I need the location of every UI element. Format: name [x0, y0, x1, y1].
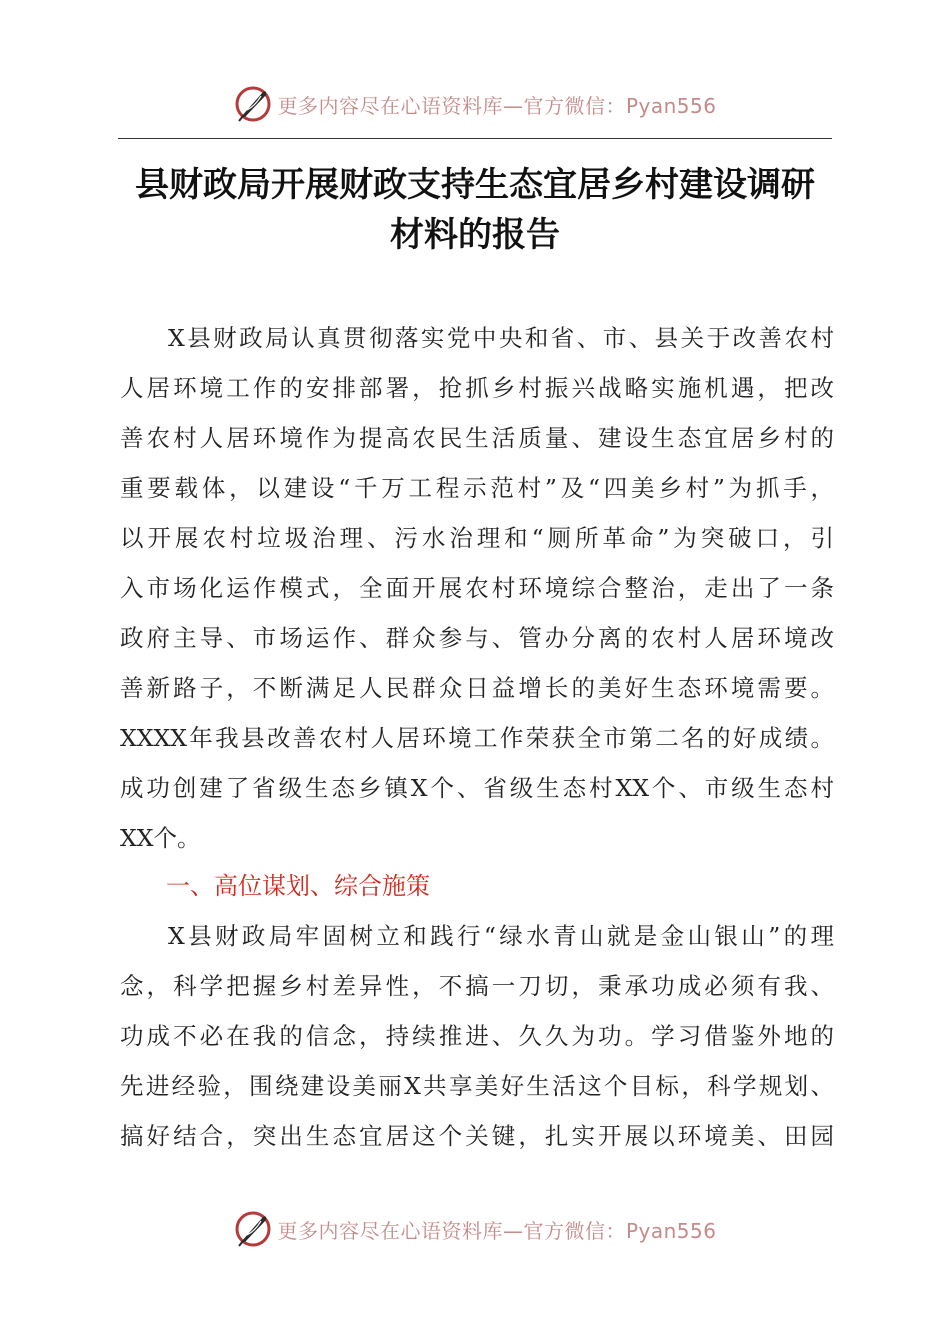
header-divider: [118, 138, 832, 139]
footer-banner: [0, 1207, 950, 1251]
text-line: XX个。: [120, 824, 201, 852]
text-line: 以开展农村垃圾治理、污水治理和“厕所革命”为突破口，引: [120, 524, 834, 552]
text-line: 功成不必在我的信念，持续推进、久久为功。学习借鉴外地的: [120, 1022, 834, 1050]
text-line: 人居环境工作的安排部署，抢抓乡村振兴战略实施机遇，把改: [120, 374, 834, 402]
text-line: XXXX年我县改善农村人居环境工作荣获全市第二名的好成绩。: [120, 724, 834, 752]
title-line: 材料的报告: [390, 215, 560, 255]
text-line: 善农村人居环境作为提高农民生活质量、建设生态宜居乡村的: [120, 424, 834, 452]
header-banner: [0, 82, 950, 126]
text-line: 重要载体，以建设“千万工程示范村”及“四美乡村”为抓手，: [120, 474, 834, 502]
text-line: X县财政局认真贯彻落实党中央和省、市、县关于改善农村: [168, 324, 834, 352]
quill-pen-logo-icon: [233, 1209, 273, 1249]
document-title: [100, 160, 850, 260]
quill-pen-logo-icon: [233, 84, 273, 124]
text-line: 政府主导、市场运作、群众参与、管办分离的农村人居环境改: [120, 624, 834, 652]
text-line: 入市场化运作模式，全面开展农村环境综合整治，走出了一条: [120, 574, 834, 602]
header-banner-text: 更多内容尽在心语资料库—官方微信：Pyan556: [277, 93, 717, 118]
text-line: 搞好结合，突出生态宜居这个关键，扎实开展以环境美、田园: [120, 1122, 834, 1150]
footer-banner-text: 更多内容尽在心语资料库—官方微信：Pyan556: [277, 1218, 717, 1243]
text-line: X县财政局牢固树立和践行“绿水青山就是金山银山”的理: [168, 922, 834, 950]
text-line: 成功创建了省级生态乡镇X个、省级生态村XX个、市级生态村: [120, 774, 834, 802]
text-line: 善新路子，不断满足人民群众日益增长的美好生态环境需要。: [120, 674, 834, 702]
title-line: 县财政局开展财政支持生态宜居乡村建设调研: [135, 165, 815, 205]
section-heading: 一、高位谋划、综合施策: [166, 872, 430, 900]
text-line: 念，科学把握乡村差异性，不搞一刀切，秉承功成必须有我、: [120, 972, 834, 1000]
text-line: 先进经验，围绕建设美丽X共享美好生活这个目标，科学规划、: [120, 1072, 834, 1100]
